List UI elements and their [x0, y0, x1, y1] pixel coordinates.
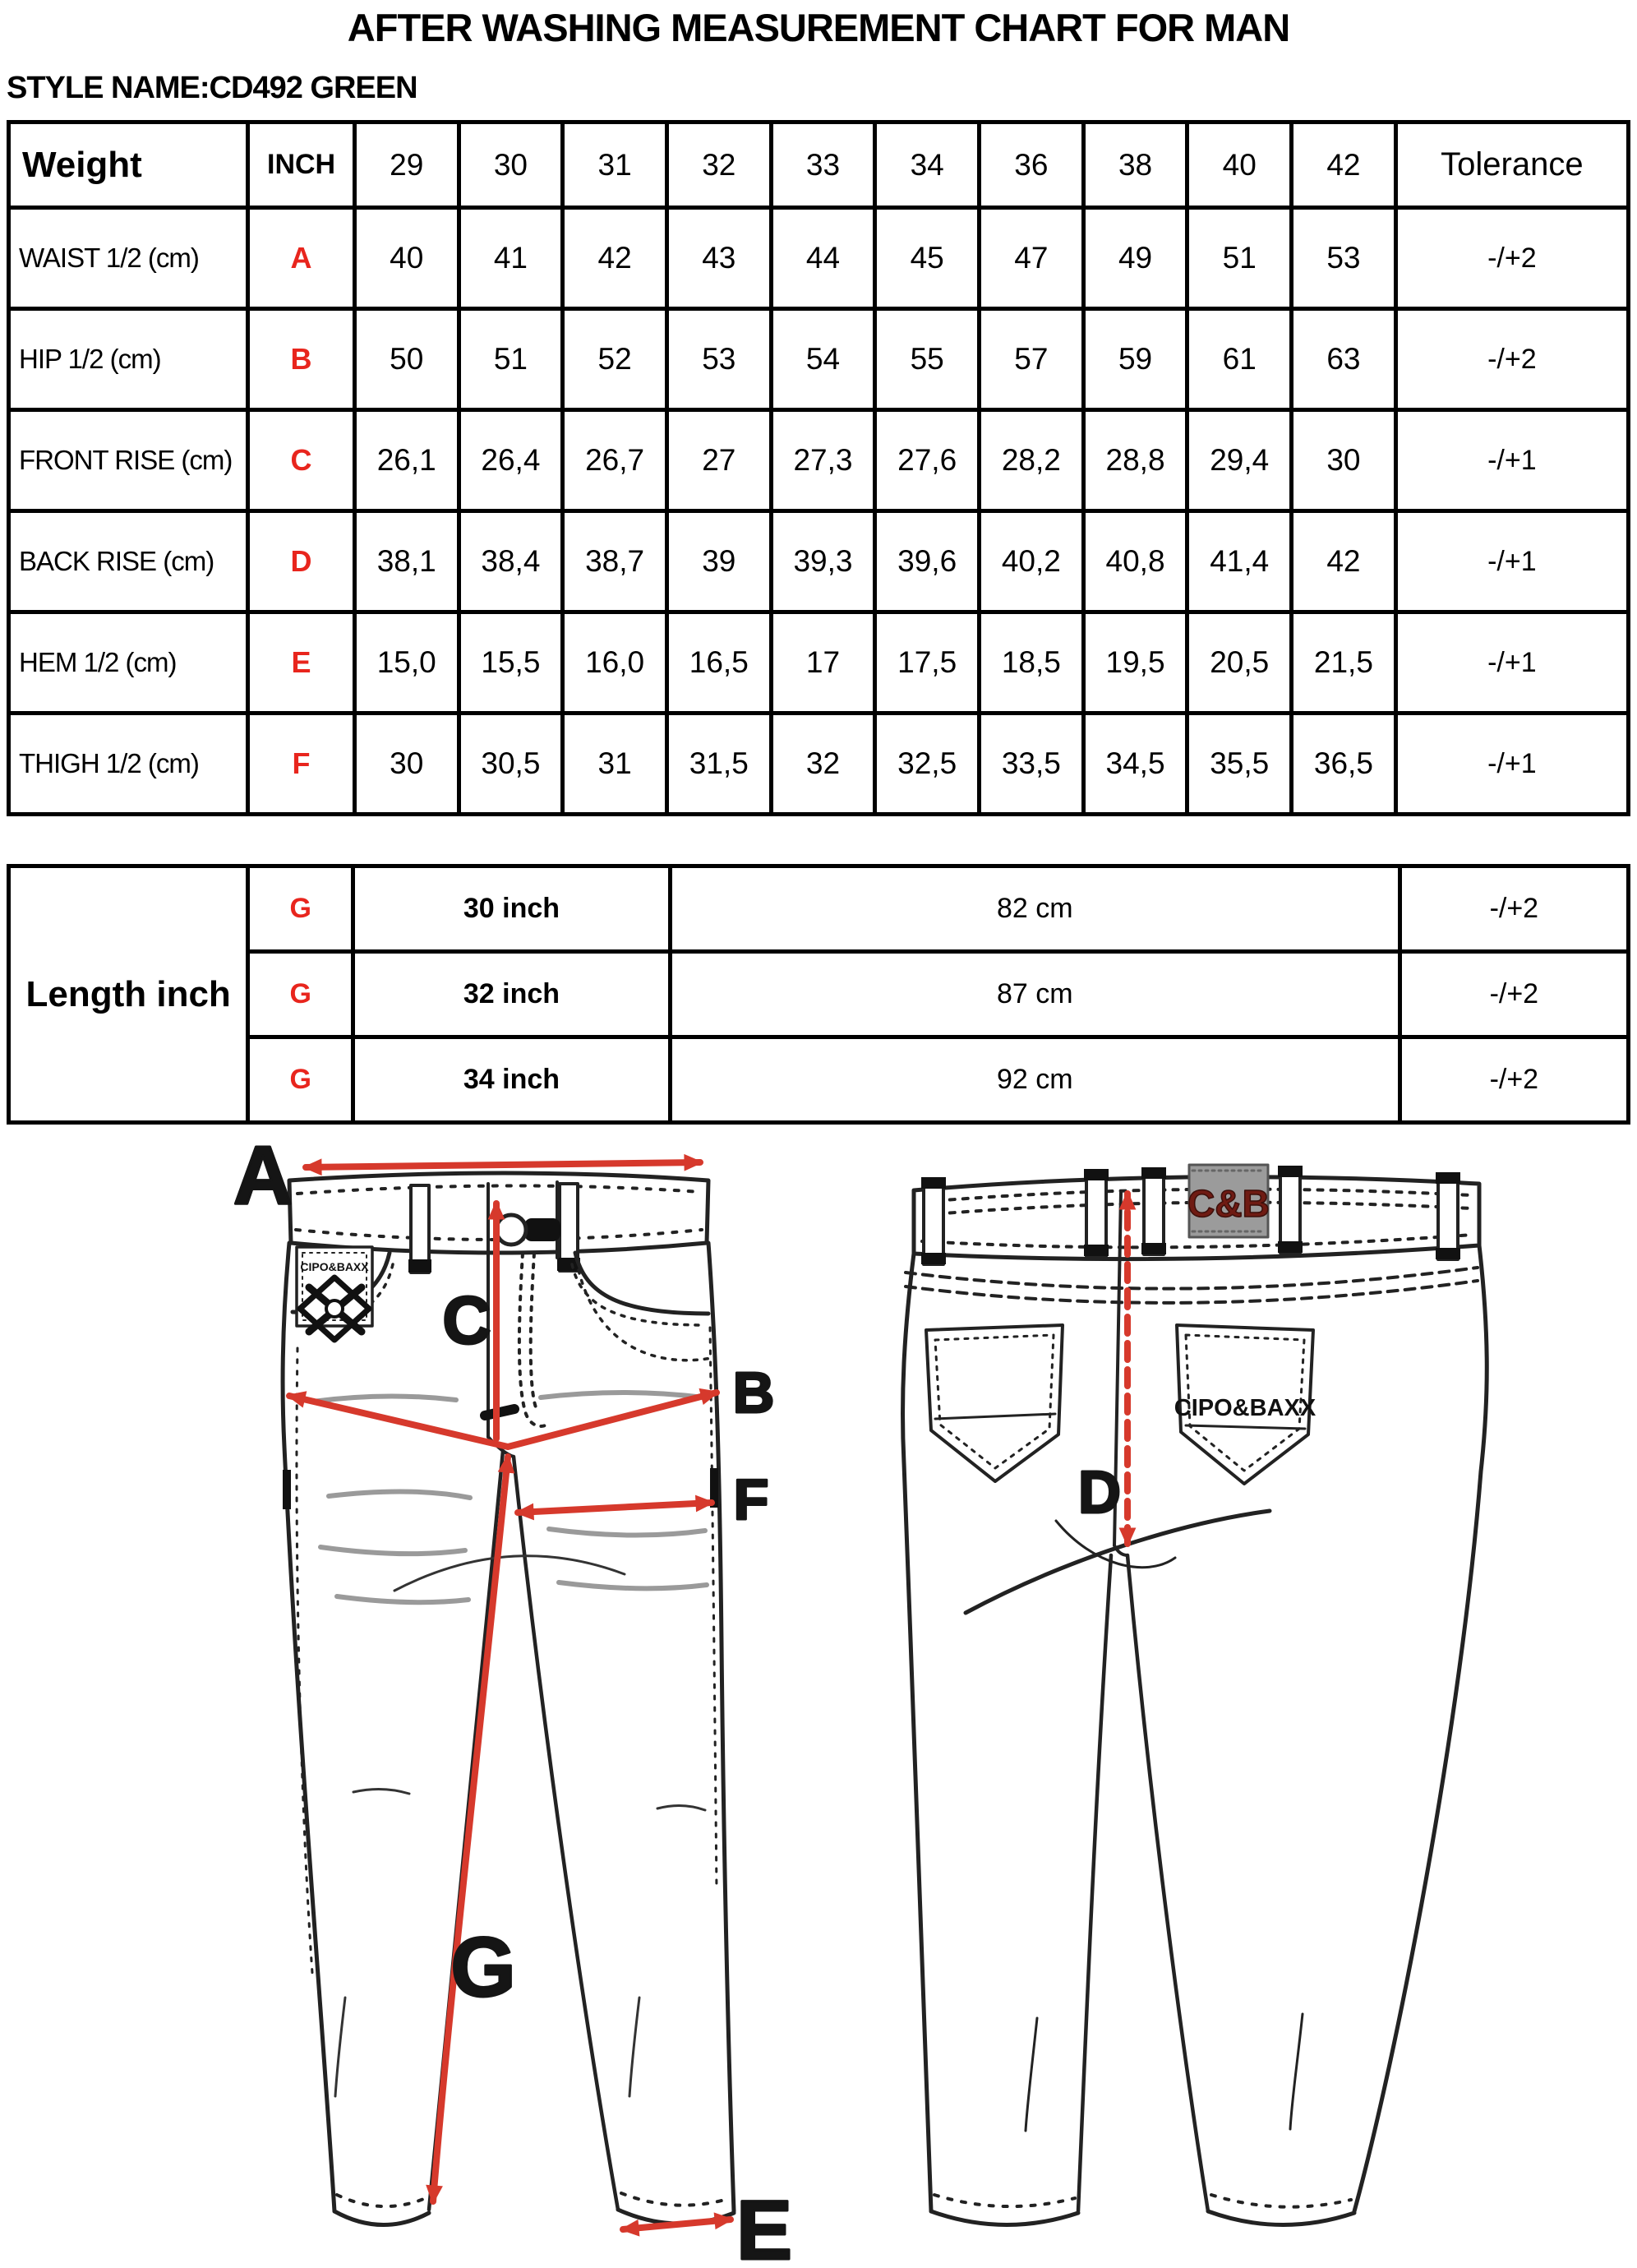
table-header-row [9, 122, 1629, 208]
measure-label-c: C [442, 1283, 491, 1358]
length-inch-cell: 32 inch [353, 952, 671, 1037]
measurement-value-cell: 59 [1083, 309, 1187, 410]
measurement-value-cell: 40 [354, 208, 459, 309]
length-letter-cell: G [248, 952, 353, 1037]
measurement-value-cell: 21,5 [1292, 612, 1396, 714]
back-pocket-right [1174, 1325, 1317, 1484]
length-row [9, 866, 1629, 952]
measurement-value-cell: 41,4 [1187, 511, 1292, 612]
measurement-value-cell: 31 [563, 714, 667, 815]
header-size-cell: 31 [563, 122, 667, 208]
measurement-value-cell: 53 [1292, 208, 1396, 309]
row-letter-cell: C [248, 410, 355, 511]
tolerance-value-cell: -/+2 [1395, 309, 1628, 410]
measure-arrow-f [518, 1503, 712, 1513]
table-row-front-rise [9, 410, 1629, 511]
measurement-value-cell: 43 [666, 208, 771, 309]
measurement-value-cell: 63 [1292, 309, 1396, 410]
length-tolerance-cell: -/+2 [1400, 1037, 1628, 1123]
measurement-value-cell: 32,5 [875, 714, 980, 815]
measurement-value-cell: 52 [563, 309, 667, 410]
measurement-value-cell: 40,2 [980, 511, 1084, 612]
measurement-value-cell: 32 [771, 714, 875, 815]
measurement-value-cell: 53 [666, 309, 771, 410]
table-row-hem [9, 612, 1629, 714]
button-tab [524, 1218, 560, 1241]
row-letter-cell: F [248, 714, 355, 815]
table-row-thigh [9, 714, 1629, 815]
measurement-value-cell: 49 [1083, 208, 1187, 309]
measurement-value-cell: 38,7 [563, 511, 667, 612]
length-cm-cell: 92 cm [670, 1037, 1400, 1123]
style-name: STYLE NAME:CD492 GREEN [7, 71, 417, 105]
measurement-value-cell: 30 [354, 714, 459, 815]
measurement-value-cell: 30 [1292, 410, 1396, 511]
measurement-value-cell: 33,5 [980, 714, 1084, 815]
length-letter-cell: G [248, 1037, 353, 1123]
jeans-measurement-diagram [0, 1134, 1637, 2268]
measurement-value-cell: 40,8 [1083, 511, 1187, 612]
measure-label-a: A [233, 1134, 293, 1222]
front-jean-drawing [233, 1134, 792, 2268]
measurement-value-cell: 16,5 [666, 612, 771, 714]
measurement-value-cell: 27,3 [771, 410, 875, 511]
header-size-cell: 36 [980, 122, 1084, 208]
length-letter-cell: G [248, 866, 353, 952]
row-label-cell: WAIST 1/2 (cm) [9, 208, 248, 309]
back-left-hem [931, 2211, 1078, 2225]
table-row-back-rise [9, 511, 1629, 612]
fly-stitch [519, 1254, 550, 1426]
measurement-value-cell: 38,1 [354, 511, 459, 612]
back-right-outer-seam [1354, 1245, 1487, 2211]
measurement-value-cell: 17 [771, 612, 875, 714]
cb-patch-text: C&B [1187, 1182, 1270, 1225]
measurement-value-cell: 55 [875, 309, 980, 410]
cb-waist-patch [1187, 1165, 1270, 1237]
measurement-value-cell: 34,5 [1083, 714, 1187, 815]
row-label-cell: HEM 1/2 (cm) [9, 612, 248, 714]
measurement-value-cell: 39 [666, 511, 771, 612]
measurement-value-cell: 16,0 [563, 612, 667, 714]
length-table [7, 864, 1630, 1125]
back-right-hem [1208, 2211, 1354, 2225]
measurement-value-cell: 27 [666, 410, 771, 511]
measurement-value-cell: 27,6 [875, 410, 980, 511]
measure-label-d: D [1078, 1460, 1121, 1526]
measurement-value-cell: 50 [354, 309, 459, 410]
measure-arrow-a [306, 1162, 700, 1167]
front-patch-brand-text: CIPO&BAXX [300, 1260, 369, 1273]
measurement-value-cell: 28,8 [1083, 410, 1187, 511]
front-right-inner-seam [514, 1457, 618, 2210]
measurement-value-cell: 31,5 [666, 714, 771, 815]
tolerance-value-cell: -/+1 [1395, 511, 1628, 612]
measure-label-f: F [733, 1467, 769, 1531]
header-size-cell: 40 [1187, 122, 1292, 208]
header-size-cell: 29 [354, 122, 459, 208]
header-size-cell: 33 [771, 122, 875, 208]
header-size-cell: 38 [1083, 122, 1187, 208]
length-row [9, 1037, 1629, 1123]
header-tolerance-cell: Tolerance [1395, 122, 1628, 208]
measurement-value-cell: 42 [1292, 511, 1396, 612]
length-cm-cell: 87 cm [670, 952, 1400, 1037]
measurement-value-cell: 18,5 [980, 612, 1084, 714]
front-pocket-right [575, 1253, 708, 1314]
table-row-waist [9, 208, 1629, 309]
measurement-value-cell: 26,1 [354, 410, 459, 511]
measure-label-e: E [735, 2183, 793, 2268]
measurement-value-cell: 51 [459, 309, 563, 410]
measurement-value-cell: 19,5 [1083, 612, 1187, 714]
length-inch-cell: 34 inch [353, 1037, 671, 1123]
measurement-value-cell: 38,4 [459, 511, 563, 612]
measurement-value-cell: 29,4 [1187, 410, 1292, 511]
length-cm-cell: 82 cm [670, 866, 1400, 952]
measurement-value-cell: 39,6 [875, 511, 980, 612]
measurement-value-cell: 44 [771, 208, 875, 309]
measurement-value-cell: 30,5 [459, 714, 563, 815]
wrinkle-lines [312, 1393, 707, 1602]
header-size-cell: 32 [666, 122, 771, 208]
front-left-outer-seam [283, 1243, 334, 2211]
measurement-value-cell: 35,5 [1187, 714, 1292, 815]
length-tolerance-cell: -/+2 [1400, 952, 1628, 1037]
length-row [9, 952, 1629, 1037]
back-pocket-left [926, 1325, 1063, 1481]
measurement-value-cell: 36,5 [1292, 714, 1396, 815]
row-label-cell: FRONT RISE (cm) [9, 410, 248, 511]
measurement-value-cell: 54 [771, 309, 875, 410]
measurement-value-cell: 57 [980, 309, 1084, 410]
measurement-value-cell: 42 [563, 208, 667, 309]
size-measurement-table [7, 120, 1630, 816]
length-tolerance-cell: -/+2 [1400, 866, 1628, 952]
header-inch-cell: INCH [248, 122, 355, 208]
measurement-value-cell: 45 [875, 208, 980, 309]
measure-arrow-b [289, 1393, 717, 1447]
waist-button [496, 1215, 526, 1245]
length-header-cell: Length inch [9, 866, 248, 1123]
back-jean-drawing [903, 1165, 1487, 2225]
length-inch-cell: 30 inch [353, 866, 671, 952]
row-label-cell: BACK RISE (cm) [9, 511, 248, 612]
header-size-cell: 30 [459, 122, 563, 208]
row-label-cell: THIGH 1/2 (cm) [9, 714, 248, 815]
row-letter-cell: D [248, 511, 355, 612]
measurement-value-cell: 15,5 [459, 612, 563, 714]
measurement-value-cell: 39,3 [771, 511, 875, 612]
measurement-value-cell: 15,0 [354, 612, 459, 714]
front-brand-patch [297, 1247, 372, 1340]
measurement-value-cell: 41 [459, 208, 563, 309]
header-size-cell: 42 [1292, 122, 1396, 208]
measurement-value-cell: 26,4 [459, 410, 563, 511]
measurement-value-cell: 17,5 [875, 612, 980, 714]
measurement-value-cell: 51 [1187, 208, 1292, 309]
back-right-inner-seam [1127, 1555, 1208, 2211]
tolerance-value-cell: -/+1 [1395, 612, 1628, 714]
table-row-hip [9, 309, 1629, 410]
measurement-value-cell: 26,7 [563, 410, 667, 511]
tolerance-value-cell: -/+1 [1395, 714, 1628, 815]
back-left-outer-seam [903, 1254, 932, 2211]
page-title: AFTER WASHING MEASUREMENT CHART FOR MAN [347, 6, 1290, 49]
row-label-cell: HIP 1/2 (cm) [9, 309, 248, 410]
back-left-inner-seam [1078, 1555, 1111, 2211]
measure-arrow-e [623, 2219, 731, 2229]
measurement-value-cell: 47 [980, 208, 1084, 309]
header-weight-cell: Weight [9, 122, 248, 208]
measure-label-g: G [450, 1920, 516, 2014]
pocket-brand-text: CIPO&BAXX [1174, 1395, 1317, 1421]
measurement-value-cell: 20,5 [1187, 612, 1292, 714]
front-left-hem [334, 2211, 429, 2225]
header-size-cell: 34 [875, 122, 980, 208]
row-letter-cell: A [248, 208, 355, 309]
measure-label-b: B [732, 1360, 775, 1425]
front-right-outer-seam [708, 1243, 734, 2211]
row-letter-cell: E [248, 612, 355, 714]
row-letter-cell: B [248, 309, 355, 410]
measurement-value-cell: 28,2 [980, 410, 1084, 511]
tolerance-value-cell: -/+1 [1395, 410, 1628, 511]
tolerance-value-cell: -/+2 [1395, 208, 1628, 309]
back-yoke [906, 1268, 1478, 1289]
measurement-value-cell: 61 [1187, 309, 1292, 410]
